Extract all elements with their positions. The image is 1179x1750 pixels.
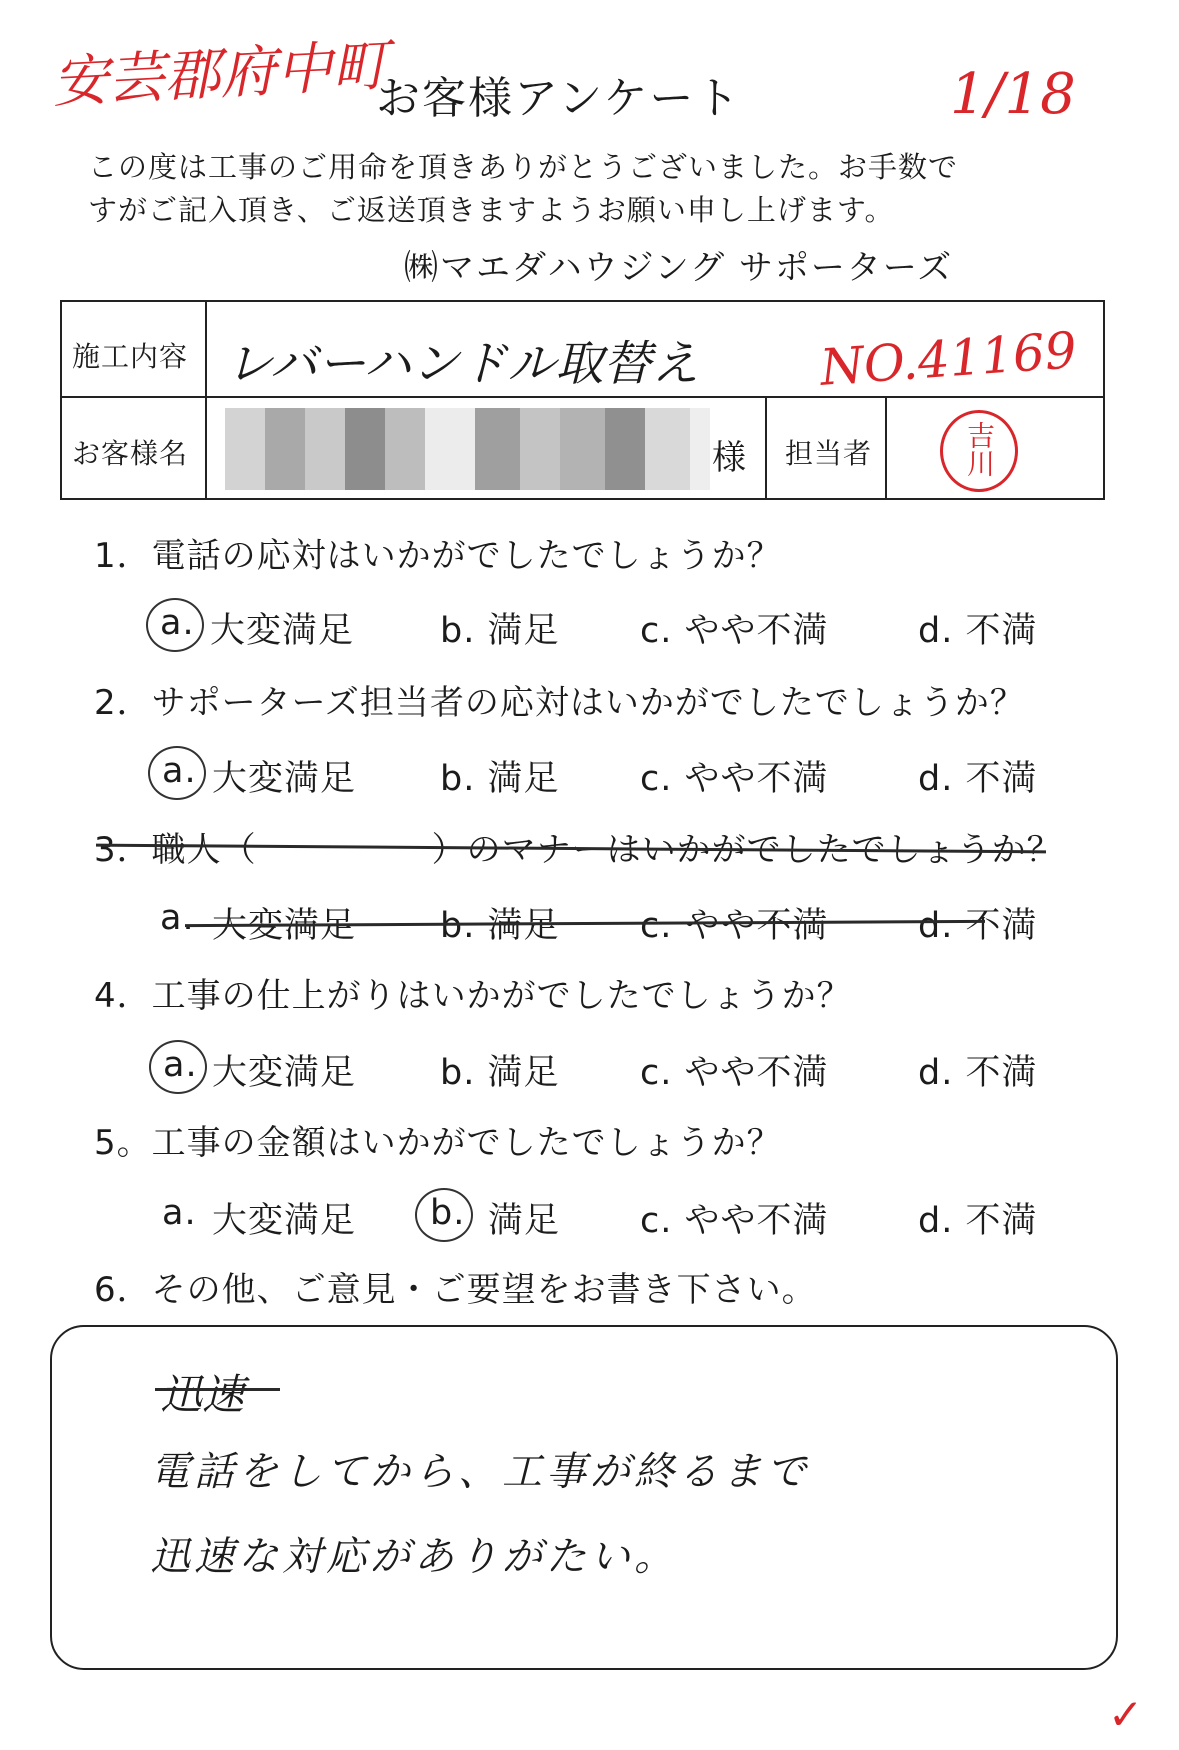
q2-option-b: b. 満足: [440, 759, 560, 799]
q3-option-c: c. やや不満: [640, 906, 829, 946]
q5-option-d: d. 不満: [918, 1201, 1038, 1241]
intro-line-2: すがご記入頂き、ご返送頂きますようお願い申し上げます。: [88, 193, 895, 227]
q5-option-c: c. やや不満: [640, 1201, 829, 1241]
handwritten-location: 安芸郡府中町: [50, 33, 390, 116]
work-value: レバーハンドル取替え: [225, 336, 700, 392]
q1-option-d: d. 不満: [918, 611, 1038, 651]
q1-option-a: a.: [160, 603, 195, 643]
question-4: 4．工事の仕上がりはいかがでしたでしょうか？: [94, 976, 852, 1016]
company-name: ㈱マエダハウジング サポーターズ: [404, 248, 954, 288]
page-title: お客様アンケート: [376, 73, 742, 124]
work-label: 施工内容: [72, 340, 189, 373]
question-6: 6．その他、ご意見・ご要望をお書き下さい。: [94, 1270, 817, 1310]
q2-option-a-text: 大変満足: [212, 759, 357, 799]
customer-suffix: 様: [712, 438, 746, 478]
number-value: NO.41169: [818, 321, 1079, 397]
question-2: 2．サポーターズ担当者の応対はいかがでしたでしょうか？: [94, 683, 1025, 723]
q3-option-a-text: 大変満足: [212, 906, 357, 946]
q2-option-c: c. やや不満: [640, 759, 829, 799]
q5-option-a: a.: [162, 1193, 197, 1233]
q1-option-c: c. やや不満: [640, 611, 829, 651]
q4-option-a: a.: [163, 1045, 198, 1085]
table-divider: [205, 300, 207, 500]
handwritten-date: 1/18: [950, 62, 1076, 127]
q2-option-a: a.: [162, 751, 197, 791]
strikethrough: [155, 1388, 280, 1391]
q4-option-c: c. やや不満: [640, 1053, 829, 1093]
q5-option-b-text: 満足: [488, 1201, 561, 1241]
intro-line-1: この度は工事のご用命を頂きありがとうございました。お手数で: [88, 150, 959, 184]
table-divider: [60, 396, 1105, 398]
q1-option-a-text: 大変満足: [210, 611, 355, 651]
comment-struck-word: 迅速: [160, 1370, 245, 1419]
question-3: 3．職人（ ）のマナーはいかがでしたでしょうか？: [94, 830, 1062, 870]
q4-option-d: d. 不満: [918, 1053, 1038, 1093]
q3-option-b: b. 満足: [440, 906, 560, 946]
customer-label: お客様名: [72, 437, 189, 470]
q4-option-a-text: 大変満足: [212, 1053, 357, 1093]
table-divider: [765, 396, 767, 500]
q5-option-b: b.: [430, 1193, 466, 1233]
comment-line-2: 迅速な対応がありがたい。: [150, 1534, 678, 1580]
staff-stamp: 吉川: [940, 410, 1018, 492]
q3-option-a: a.: [160, 898, 195, 938]
q2-option-d: d. 不満: [918, 759, 1038, 799]
question-1: 1．電話の応対はいかがでしたでしょうか？: [94, 536, 782, 576]
question-5: 5。工事の金額はいかがでしたでしょうか？: [94, 1123, 782, 1163]
q5-option-a-text: 大変満足: [212, 1201, 357, 1241]
q1-option-b: b. 満足: [440, 611, 560, 651]
check-icon: ✓: [1108, 1690, 1144, 1739]
table-divider: [885, 396, 887, 500]
comment-line-1: 電話をしてから、工事が終るまで: [150, 1449, 810, 1495]
q3-option-d: d. 不満: [918, 906, 1038, 946]
q4-option-b: b. 満足: [440, 1053, 560, 1093]
staff-label: 担当者: [785, 437, 873, 470]
